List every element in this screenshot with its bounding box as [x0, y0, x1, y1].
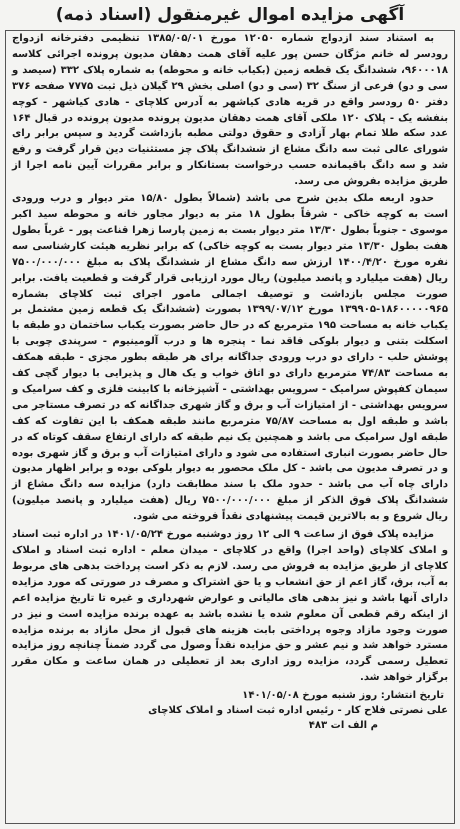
- notice-paragraph-2: حدود اربعه ملک بدین شرح می باشد (شمالاً بطول ۱۵/۸۰ متر دیوار و درب ورودی است به کوچه خاکی - شرقاً بطول ۱۸ متر به دیوار مجاور خانه و محوطه سید اکبر موسوی - جنوباً بطول ۱۳/۳۰ متر دیوار بست به زمین پارسا زهرا قناعت پور - غرباً بطول هفت بطول ۱۳/۳۰ متر دیوار بست به کوچه خاکی) که برابر نظریه هیئت کارشناسی سه نفره مورخ ۱۴۰۰/۴/۲۰ ارزش سه دانگ مشاع از ششدانگ پلاک به مبلغ ۷۵۰۰/۰۰۰/۰۰۰ ریال (هفت میلیارد و پانصد میلیون) ریال مورد ارزیابی قرار گرفت و قطعیت یافت. برابر صورت مجلس بازداشت و توصیف اجمالی مامور اجرای ثبت کلاچای بشماره ۱۸۶۰۰۰۰۰۹۶۵-۱۳۹۹۰۵ مورخ ۱۳۹۹/۰۷/۱۲ بصورت (ششدانگ یک قطعه زمین مشتمل بر یکباب خانه به مساحت ۱۹۵ مترمربع که در حال حاضر بصورت یکباب ساختمان دو طبقه با اسکلت بتنی و دیوار بلوکی فاقد نما - پنجره ها و درب آلومینیوم - سرپندی چوبی با پوشش حلب - دارای دو درب ورودی جداگانه برای هر طبقه بطور مجزی - طبقه همکف به مساحت ۷۴/۸۳ مترمربع دارای دو اتاق خواب و یک هال و پذیرایی با دیوار گچی کف سیمان کفپوش سرامیک - سرویس بهداشتی - آشپزخانه با کابینت فلزی و کف سرامیک و سرویس بهداشتی - از امتیازات آب و برق و گاز شهری جداگانه که در تصرف مستاجر می باشد و طبقه اول به مساحت ۷۵/۸۷ مترمربع مانند طبقه همکف با این تفاوت که کف طبقه اول سرامیک می باشد و همچنین یک نیم طبقه که دارای ارتفاع سقف کوتاه که در حال حاضر بصورت انباری استفاده می شود و دارای امتیازات آب و برق و گاز شهری بوده و در تصرف مدیون می باشد - کل ملک محصور به دیوار بلوکی بوده و برابر اظهار مدیون دارای چاه آب می باشد - حدود ملک با سند مطابقت دارد) مزایده سه دانگ مشاع از ششدانگ پلاک فوق الذکر از مبلغ ۷۵۰۰/۰۰۰/۰۰۰ ریال (هفت میلیارد و پانصد میلیون) ریال شروع و به بالاترین قیمت پیشنهادی نقداً فروخته می شود.: [12, 193, 449, 523]
- notice-paragraph-3: مزایده پلاک فوق از ساعت ۹ الی ۱۲ روز دوشنبه مورخ ۱۴۰۱/۰۵/۲۴ در اداره ثبت اسناد و املاک کلاچای (واحد اجرا) واقع در کلاچای - میدان معلم - اداره ثبت اسناد و املاک کلاچای از طریق مزایده به فروش می رسد. لازم به ذکر است پرداخت بدهی های مربوط به آب، برق، گاز اعم از حق انشعاب و یا حق اشتراک و مصرف در صورتی که مورد مزایده دارای آنها باشد و نیز بدهی های مالیاتی و عوارض شهرداری و غیره تا تاریخ مزایده اعم از اینکه رقم قطعی آن معلوم شده یا نشده باشد به عهده برنده مزایده است و نیز در صورت وجود مازاد وجوه پرداختی بابت هزینه های قبول از محل مازاد به برنده مزایده مسترد خواهد شد و نیم عشر و حق مزایده نقداً وصول می گردد ضمناً چنانچه روز مزایده تعطیل رسمی گردد، مزایده روز اداری بعد از تعطیلی در همان ساعت و مکان مقرر برگزار خواهد شد.: [12, 529, 448, 684]
- publish-date: تاریخ انتشار: روز شنبه مورخ ۱۴۰۱/۰۵/۰۸: [242, 690, 444, 702]
- notice-paragraph-1: به استناد سند ازدواج شماره ۱۲۰۵۰ مورخ ۱۳۸۵/۰۵/۰۱ تنظیمی دفترخانه ازدواج رودسر له خانم مژگان حسن پور علیه آقای همت دهقان مدیون پرونده اجرائی کلاسه ۹۶۰۰۰۱۸، ششدانگ یک قطعه زمین (بکیاب خانه و محوطه) به شماره پلاک ۳۳۲ (سیصد و سی و دو) فرعی از سنگ ۳۲ (سی و دو) اصلی بخش ۲۹ گیلان ذیل ثبت ۷۷۷۵ صفحه ۳۷۶ دفتر ۵۰ رودسر واقع در قریه هادی کیاشهر به آدرس کلاچای - هادی کیاشهر - کوچه بنفشه یک - پلاک ۱۲۰ ملکی آقای همت دهقان مدیون پرونده مدیون پرونده در قبال ۱۶۴ عدد سکه طلا تمام بهار آزادی و حقوق دولتی مطبه بازداشت گردید و سپس برابر رای شورای عالی ثبت سه دانگ مشاع از ششدانگ پلاک چز مستثنیات دین قرار گرفت و رفع شد و سه دانگ باقیمانده حسب درخواست بستانکار و برابر مقررات آیین نامه اجرا از طریق مزایده بفروش می رسد.: [12, 33, 449, 188]
- notice-title: آگهی مزایده اموال غیرمنقول (اسناد ذمه): [55, 5, 405, 25]
- notice-code: م الف ات ۴۸۳: [308, 720, 378, 732]
- signature-line: علی نصرتی فلاح کار - رئیس اداره ثبت اسناد و املاک کلاچای: [148, 705, 448, 717]
